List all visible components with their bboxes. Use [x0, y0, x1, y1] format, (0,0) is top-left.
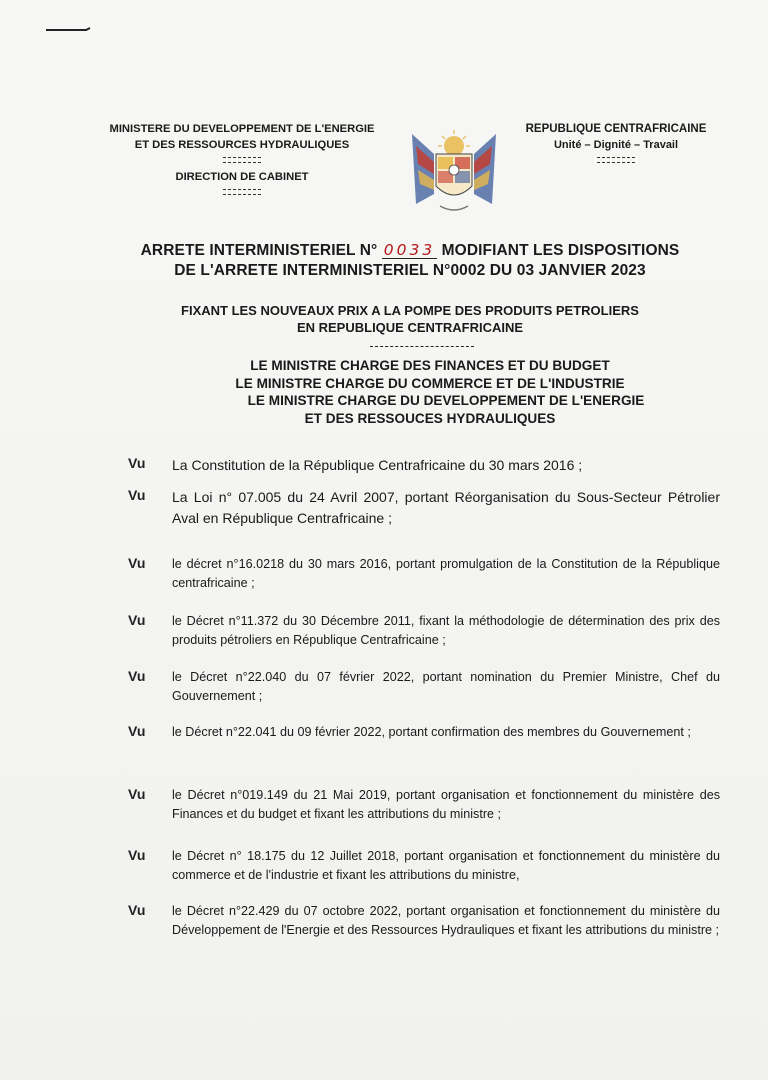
visa-item — [128, 487, 720, 529]
visa-text: La Constitution de la République Centrafricaine du 30 mars 2016 ; — [172, 457, 583, 473]
visa-item — [128, 455, 720, 476]
title-prefix: ARRETE INTERMINISTERIEL N° — [140, 242, 378, 259]
visa-item — [128, 555, 720, 593]
vu-label: Vu — [128, 455, 146, 471]
separator — [223, 189, 261, 195]
vu-label: Vu — [128, 555, 146, 571]
visa-text: le Décret n°11.372 du 30 Décembre 2011, fixant la méthodologie de détermination des prix des produits pétroliers en République Centrafricaine ; — [172, 614, 720, 647]
ministry-line-2: ET DES RESSOURCES HYDRAULIQUES — [134, 139, 350, 151]
header-left — [92, 121, 392, 197]
vu-label: Vu — [128, 786, 146, 802]
coat-of-arms-emblem — [404, 124, 504, 220]
scan-mark — [46, 27, 92, 32]
separator — [597, 157, 635, 163]
minister-energie-cont: ET DES RESSOUCES HYDRAULIQUES — [304, 410, 556, 426]
direction-cabinet: DIRECTION DE CABINET — [175, 171, 309, 183]
subtitle-line-1: FIXANT LES NOUVEAUX PRIX A LA POMPE DES PRODUITS PETROLIERS — [181, 303, 639, 318]
subtitle-line-2: EN REPUBLIQUE CENTRAFRICAINE — [296, 320, 524, 335]
title-line-2: DE L'ARRETE INTERMINISTERIEL N°0002 DU 03 JANVIER 2023 — [174, 262, 646, 279]
visa-item — [128, 612, 720, 650]
minister-energie: LE MINISTRE CHARGE DU DEVELOPPEMENT DE L'ENERGIE — [247, 393, 645, 408]
ministry-line-1: MINISTERE DU DEVELOPPEMENT DE L'ENERGIE — [109, 123, 375, 135]
separator — [223, 157, 261, 163]
title-line-1 — [100, 241, 720, 261]
visa-item — [128, 902, 720, 940]
visa-text: le Décret n°22.429 du 07 octobre 2022, portant organisation et fonctionnement du ministère du Développement de l'Energie et des Ressources Hydrauliques et fixant les attributions du ministre ; — [172, 904, 720, 937]
vu-label: Vu — [128, 487, 146, 503]
ministers-block — [150, 357, 710, 427]
title-suffix: MODIFIANT LES DISPOSITIONS — [441, 242, 680, 259]
visa-text: le Décret n°22.040 du 07 février 2022, portant nomination du Premier Ministre, Chef du Gouvernement ; — [172, 670, 720, 703]
national-motto: Unité – Dignité – Travail — [553, 139, 679, 151]
vu-label: Vu — [128, 847, 146, 863]
handwritten-number: 0033 — [383, 241, 436, 259]
visa-item — [128, 847, 720, 885]
header-right — [506, 121, 726, 165]
visa-text: le Décret n°22.041 du 09 février 2022, portant confirmation des membres du Gouvernement ; — [172, 725, 691, 739]
document-title — [100, 241, 720, 281]
divider — [370, 346, 474, 349]
visa-item — [128, 786, 720, 824]
visa-item — [128, 723, 720, 742]
vu-label: Vu — [128, 723, 146, 739]
visa-text: La Loi n° 07.005 du 24 Avril 2007, portant Réorganisation du Sous-Secteur Pétrolier Aval en République Centrafricaine ; — [172, 489, 720, 526]
visa-item — [128, 668, 720, 706]
vu-label: Vu — [128, 612, 146, 628]
vu-label: Vu — [128, 668, 146, 684]
vu-label: Vu — [128, 902, 146, 918]
visa-text: le Décret n°019.149 du 21 Mai 2019, portant organisation et fonctionnement du ministère des Finances et du budget et fixant les attributions du ministre ; — [172, 788, 720, 821]
minister-commerce: LE MINISTRE CHARGE DU COMMERCE ET DE L'INDUSTRIE — [235, 375, 625, 391]
minister-finances: LE MINISTRE CHARGE DES FINANCES ET DU BUDGET — [250, 358, 610, 373]
document-subtitle — [130, 302, 690, 336]
country-name: REPUBLIQUE CENTRAFRICAINE — [525, 123, 707, 135]
visa-text: le Décret n° 18.175 du 12 Juillet 2018, portant organisation et fonctionnement du ministère du commerce et de l'industrie et fixant les attributions du ministre, — [172, 849, 720, 882]
visa-text: le décret n°16.0218 du 30 mars 2016, portant promulgation de la Constitution de la République centrafricaine ; — [172, 557, 720, 590]
